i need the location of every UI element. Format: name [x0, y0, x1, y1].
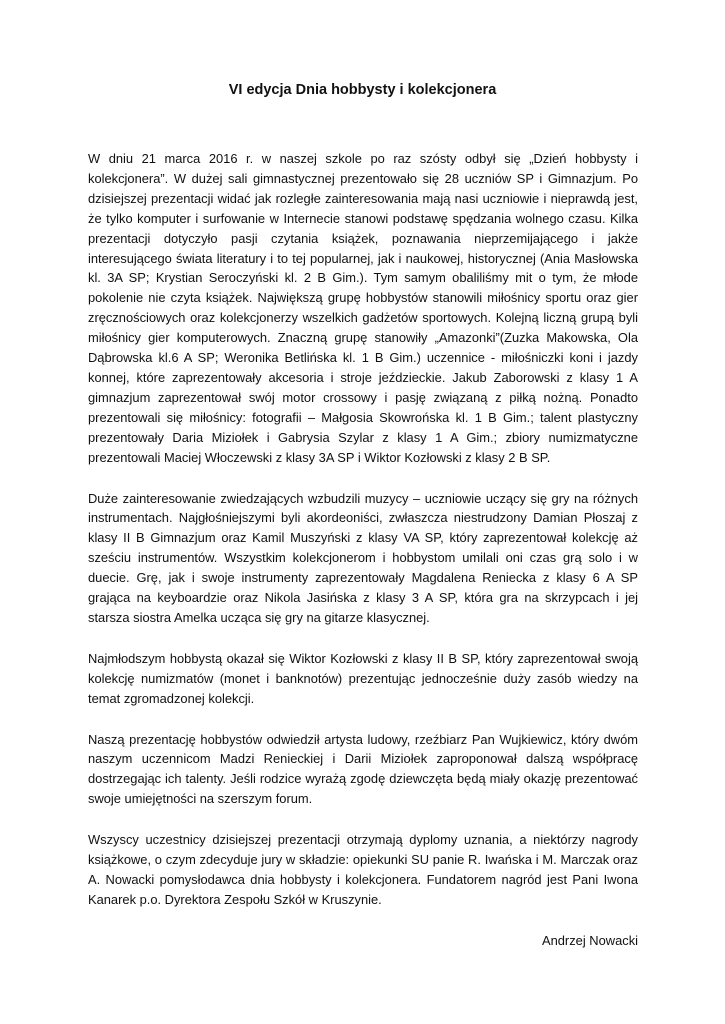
paragraph-2: Duże zainteresowanie zwiedzających wzbudzili muzycy – uczniowie uczący się gry na różnych instrumentach. Najgłośniejszymi byli akordeoniści, zwłaszcza niestrudzony Damian Płoszaj z klasy II B Gimnazjum oraz Kamil Muszyński z klasy VA SP, który zaprezentował kolekcję aż sześciu instrumentów. Wszystkim kolekcjonerom i hobbystom umilali oni czas grą solo i w duecie. Grę, jak i swoje instrumenty zaprezentowały Magdalena Reniecka z klasy 6 A SP grająca na keyboardzie oraz Nikola Jasińska z klasy 3 A SP, która gra na skrzypcach i jej starsza siostra Amelka ucząca się gry na gitarze klasycznej.: [88, 490, 638, 625]
document-body: [88, 149, 638, 951]
paragraph-5: Wszyscy uczestnicy dzisiejszej prezentacji otrzymają dyplomy uznania, a niektórzy nagrody książkowe, o czym zdecyduje jury w składzie: opiekunki SU panie R. Iwańska i M. Marczak oraz A. Nowacki pomysłodawca dnia hobbysty i kolekcjonera. Fundatorem nagród jest Pani Iwona Kanarek p.o. Dyrektora Zespołu Szkół w Kruszynie.: [88, 832, 638, 907]
paragraph-4: Naszą prezentację hobbystów odwiedził artysta ludowy, rzeźbiarz Pan Wujkiewicz, który dwóm naszym uczennicom Madzi Renieckiej i Darii Miziołek zaproponował dalszą współpracę dostrzegając ich talenty. Jeśli rodzice wyrażą zgodę dziewczęta będą miały okazję prezentować swoje umiejętności na szerszym forum.: [88, 731, 638, 807]
paragraph-1: W dniu 21 marca 2016 r. w naszej szkole po raz szósty odbył się „Dzień hobbysty i kolekcjonera”. W dużej sali gimnastycznej prezentowało się 28 uczniów SP i Gimnazjum. Po dzisiejszej prezentacji widać jak rozległe zainteresowania mają nasi uczniowie i nieprawdą jest, że tylko komputer i surfowanie w Internecie stanowi podstawę spędzania wolnego czasu. Kilka prezentacji dotyczyło pasji czytania książek, poznawania nieprzemijającego i jakże interesującego świata literatury i to tej popularnej, jak i naukowej, historycznej (Ania Masłowska kl. 3A SP; Krystian Seroczyński kl. 2 B Gim.). Tym samym obaliliśmy mit o tym, że młode pokolenie nie czyta książek. Największą grupę hobbystów stanowili miłośnicy sportu oraz gier zręcznościowych oraz kolekcjonerzy wszelkich gadżetów sportowych. Kolejną liczną grupą byli miłośnicy gier komputerowych. Znaczną grupę stanowiły „Amazonki”(Zuzka Makowska, Ola Dąbrowska kl.6 A SP; Weronika Betlińska kl. 1 B Gim.) uczennice - miłośniczki koni i jazdy konnej, które zaprezentowały akcesoria i stroje jeździeckie. Jakub Zaborowski z klasy 1 A gimnazjum zaprezentował swój motor crossowy i pasję związaną z piłką nożną. Ponadto prezentowali się miłośnicy: fotografii – Małgosia Skowrońska kl. 1 B Gim.; talent plastyczny prezentowały Daria Miziołek i Gabrysia Szylar z klasy 1 A Gim.; zbiory numizmatyczne prezentowali Maciej Włoczewski z klasy 3A SP i Wiktor Kozłowski z klasy 2 B SP.: [88, 151, 638, 465]
page-title: VI edycja Dnia hobbysty i kolekcjonera: [228, 82, 497, 98]
paragraph-3: Najmłodszym hobbystą okazał się Wiktor Kozłowski z klasy II B SP, który zaprezentował swoją kolekcję numizmatów (monet i banknotów) prezentując jednocześnie duży zasób wiedzy na temat zgromadzonej kolekcji.: [88, 650, 638, 706]
author-signature: Andrzej Nowacki: [542, 932, 638, 948]
